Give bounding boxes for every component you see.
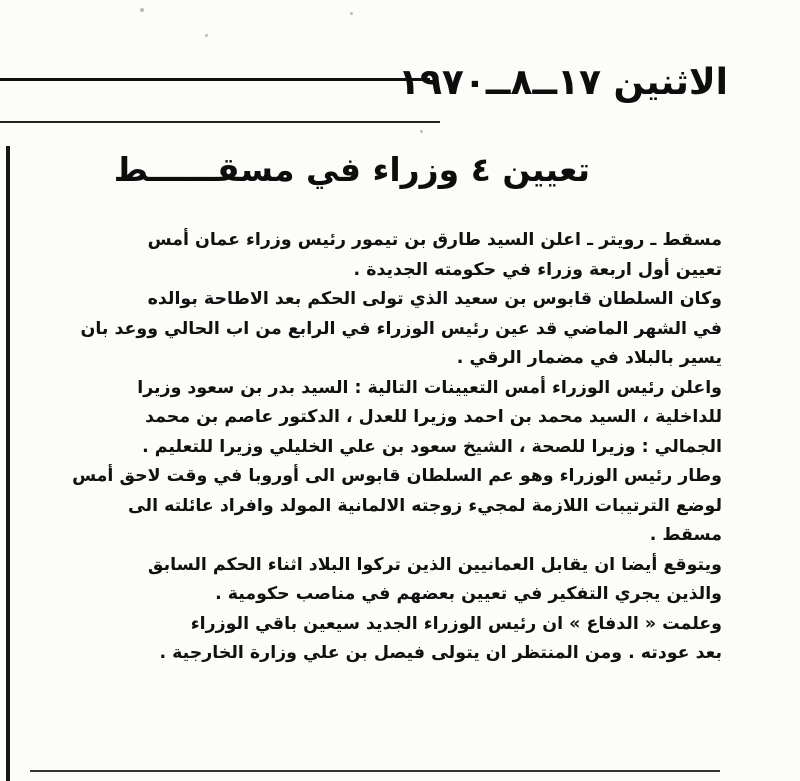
article-line: في الشهر الماضي قد عين رئيس الوزراء في الرابع من اب الحالي ووعد بان xyxy=(80,318,722,339)
header-rule-top xyxy=(0,78,430,81)
article-line: بعد عودته . ومن المنتظر ان يتولى فيصل بن علي وزارة الخارجية . xyxy=(159,643,722,663)
article-body xyxy=(52,226,722,669)
article-line: وعلمت « الدفاع » ان رئيس الوزراء الجديد سيعين باقي الوزراء xyxy=(190,613,722,634)
article-line: وطار رئيس الوزراء وهو عم السلطان قابوس الى أوروبا في وقت لاحق أمس xyxy=(72,466,722,486)
article-line: والذين يجري التفكير في تعيين بعضهم في مناصب حكومية . xyxy=(215,584,722,604)
article-line: وكان السلطان قابوس بن سعيد الذي تولى الحكم بعد الاطاحة بوالده xyxy=(147,289,722,309)
article-line: مسقط ـ رويتر ـ اعلن السيد طارق بن تيمور رئيس وزراء عمان أمس xyxy=(147,230,722,250)
issue-date: الاثنين ١٧ــ٨ــ١٩٧٠ xyxy=(397,62,728,103)
column-border xyxy=(6,146,10,781)
article-line: للداخلية ، السيد محمد بن احمد وزيرا للعدل ، الدكتور عاصم بن محمد xyxy=(145,407,722,427)
article-line: واعلن رئيس الوزراء أمس التعيينات التالية : السيد بدر بن سعود وزيرا xyxy=(137,377,722,398)
article-headline: تعيين ٤ وزراء في مسقــــــط xyxy=(113,150,590,189)
article-line: الجمالي : وزيرا للصحة ، الشيخ سعود بن علي الخليلي وزيرا للتعليم . xyxy=(142,436,722,457)
article-line: لوضع الترتيبات اللازمة لمجيء زوجته الالمانية المولد وافراد عائلته الى xyxy=(127,495,722,516)
article-line: ويتوقع أيضا ان يقابل العمانيين الذين تركوا البلاد اثناء الحكم السابق xyxy=(147,554,722,575)
article-line: تعيين أول اربعة وزراء في حكومته الجديدة . xyxy=(353,259,722,280)
footer-rule xyxy=(30,770,720,772)
paper-speck xyxy=(205,34,208,37)
paper-speck xyxy=(350,12,353,15)
header-rule-bottom xyxy=(0,121,440,123)
article-line: مسقط . xyxy=(649,525,722,545)
paper-speck xyxy=(140,8,144,12)
paper-speck xyxy=(420,130,423,133)
article-line: يسير بالبلاد في مضمار الرقي . xyxy=(456,348,722,368)
